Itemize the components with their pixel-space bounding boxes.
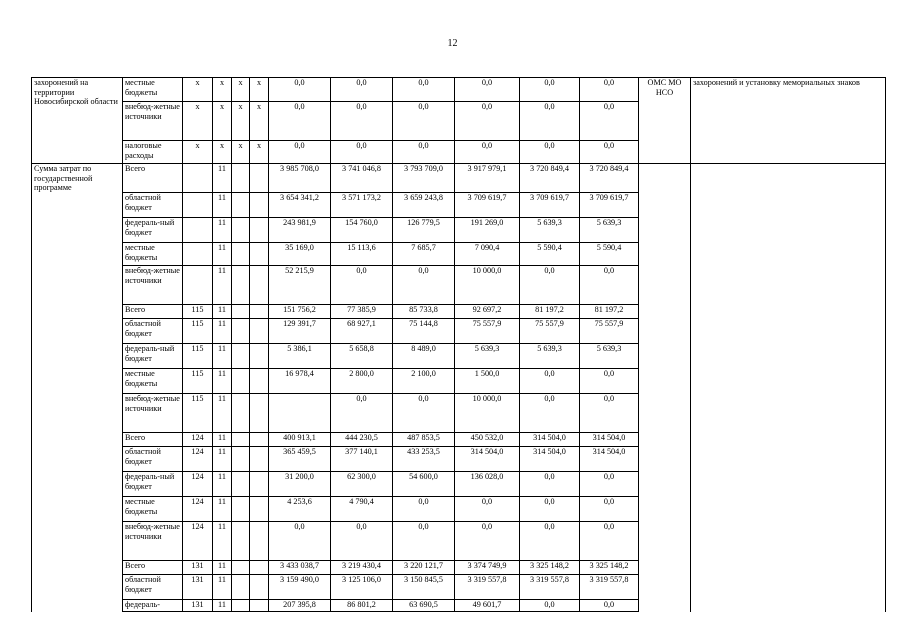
- page-number: 12: [447, 38, 458, 49]
- amount-cell: 0,0: [393, 78, 455, 102]
- amount-cell: 63 690,5: [393, 600, 455, 612]
- code-cell: [232, 344, 250, 369]
- amount-cell: 377 140,1: [331, 447, 393, 472]
- code-cell: [232, 394, 250, 433]
- table-row: [32, 78, 886, 102]
- amount-cell: 3 659 243,8: [393, 193, 455, 218]
- amount-cell: 0,0: [331, 394, 393, 433]
- budget-table: [31, 77, 886, 612]
- funding-source-cell: местные бюджеты: [123, 243, 183, 266]
- amount-cell: 8 489,0: [393, 344, 455, 369]
- funding-source-cell: внебюд-жетные источники: [123, 394, 183, 433]
- amount-cell: 3 720 849,4: [520, 164, 580, 193]
- code-cell: [250, 319, 269, 344]
- code-cell: [232, 447, 250, 472]
- amount-cell: 0,0: [331, 266, 393, 305]
- amount-cell: 3 741 046,8: [331, 164, 393, 193]
- code-cell: [250, 561, 269, 575]
- code-cell: [232, 164, 250, 193]
- code-cell: [250, 305, 269, 319]
- amount-cell: 0,0: [580, 394, 639, 433]
- amount-cell: 75 557,9: [580, 319, 639, 344]
- funding-source-cell: федераль-ный бюджет: [123, 218, 183, 243]
- amount-cell: 5 639,3: [520, 218, 580, 243]
- code-cell: 11: [213, 266, 232, 305]
- code-cell: 11: [213, 164, 232, 193]
- amount-cell: 154 760,0: [331, 218, 393, 243]
- executor-cell: ОМС МО НСО: [639, 78, 691, 164]
- amount-cell: 85 733,8: [393, 305, 455, 319]
- code-cell: [250, 575, 269, 600]
- amount-cell: 5 658,8: [331, 344, 393, 369]
- amount-cell: 3 319 557,8: [580, 575, 639, 600]
- amount-cell: 3 159 490,0: [269, 575, 331, 600]
- code-cell: [250, 433, 269, 447]
- amount-cell: 0,0: [520, 522, 580, 561]
- code-cell: [232, 497, 250, 522]
- amount-cell: 0,0: [455, 78, 520, 102]
- amount-cell: 3 220 121,7: [393, 561, 455, 575]
- amount-cell: 0,0: [455, 141, 520, 164]
- amount-cell: 0,0: [520, 394, 580, 433]
- code-cell: х: [183, 78, 213, 102]
- amount-cell: 0,0: [331, 141, 393, 164]
- row-group-label: Сумма затрат по государственной программе: [32, 164, 123, 612]
- amount-cell: 243 981,9: [269, 218, 331, 243]
- code-cell: [250, 497, 269, 522]
- amount-cell: 0,0: [331, 102, 393, 141]
- table-row: [32, 164, 886, 193]
- code-cell: [250, 369, 269, 394]
- code-cell: [183, 266, 213, 305]
- code-cell: [232, 243, 250, 266]
- code-cell: [250, 447, 269, 472]
- amount-cell: 62 300,0: [331, 472, 393, 497]
- code-cell: [250, 600, 269, 612]
- amount-cell: 0,0: [580, 102, 639, 141]
- amount-cell: 3 654 341,2: [269, 193, 331, 218]
- code-cell: 11: [213, 305, 232, 319]
- amount-cell: 5 590,4: [520, 243, 580, 266]
- code-cell: 124: [183, 433, 213, 447]
- code-cell: х: [213, 78, 232, 102]
- amount-cell: 86 801,2: [331, 600, 393, 612]
- amount-cell: 7 090,4: [455, 243, 520, 266]
- amount-cell: 10 000,0: [455, 394, 520, 433]
- code-cell: [250, 243, 269, 266]
- code-cell: 11: [213, 394, 232, 433]
- code-cell: х: [183, 102, 213, 141]
- funding-source-cell: областной бюджет: [123, 193, 183, 218]
- amount-cell: 0,0: [520, 141, 580, 164]
- code-cell: [232, 575, 250, 600]
- amount-cell: 0,0: [269, 78, 331, 102]
- funding-source-cell: Всего: [123, 164, 183, 193]
- amount-cell: 0,0: [269, 522, 331, 561]
- code-cell: 124: [183, 522, 213, 561]
- code-cell: 11: [213, 433, 232, 447]
- amount-cell: 7 685,7: [393, 243, 455, 266]
- amount-cell: 5 639,3: [580, 344, 639, 369]
- amount-cell: 3 709 619,7: [580, 193, 639, 218]
- code-cell: 11: [213, 522, 232, 561]
- amount-cell: 10 000,0: [455, 266, 520, 305]
- amount-cell: 0,0: [520, 497, 580, 522]
- code-cell: 11: [213, 243, 232, 266]
- amount-cell: 0,0: [580, 141, 639, 164]
- code-cell: [232, 561, 250, 575]
- funding-source-cell: внебюд-жетные источники: [123, 522, 183, 561]
- amount-cell: 3 319 557,8: [520, 575, 580, 600]
- code-cell: 11: [213, 193, 232, 218]
- amount-cell: 314 504,0: [580, 447, 639, 472]
- amount-cell: 3 709 619,7: [455, 193, 520, 218]
- amount-cell: 0,0: [580, 497, 639, 522]
- code-cell: 11: [213, 319, 232, 344]
- code-cell: 11: [213, 575, 232, 600]
- amount-cell: 314 504,0: [520, 447, 580, 472]
- funding-source-cell: Всего: [123, 561, 183, 575]
- amount-cell: 0,0: [520, 78, 580, 102]
- amount-cell: 400 913,1: [269, 433, 331, 447]
- amount-cell: 3 219 430,4: [331, 561, 393, 575]
- code-cell: [232, 305, 250, 319]
- code-cell: 131: [183, 561, 213, 575]
- amount-cell: 151 756,2: [269, 305, 331, 319]
- code-cell: [183, 218, 213, 243]
- amount-cell: [269, 394, 331, 433]
- amount-cell: 0,0: [393, 497, 455, 522]
- amount-cell: 433 253,5: [393, 447, 455, 472]
- amount-cell: 0,0: [331, 522, 393, 561]
- code-cell: 11: [213, 497, 232, 522]
- amount-cell: 3 374 749,9: [455, 561, 520, 575]
- amount-cell: 365 459,5: [269, 447, 331, 472]
- amount-cell: 35 169,0: [269, 243, 331, 266]
- amount-cell: 0,0: [580, 600, 639, 612]
- code-cell: [232, 369, 250, 394]
- amount-cell: 2 100,0: [393, 369, 455, 394]
- code-cell: х: [250, 78, 269, 102]
- code-cell: 115: [183, 305, 213, 319]
- funding-source-cell: федераль-ный бюджет: [123, 344, 183, 369]
- amount-cell: 0,0: [393, 394, 455, 433]
- amount-cell: 0,0: [393, 141, 455, 164]
- code-cell: 11: [213, 344, 232, 369]
- amount-cell: 0,0: [520, 266, 580, 305]
- amount-cell: 16 978,4: [269, 369, 331, 394]
- code-cell: 131: [183, 575, 213, 600]
- funding-source-cell: местные бюджеты: [123, 497, 183, 522]
- code-cell: 11: [213, 472, 232, 497]
- amount-cell: 0,0: [393, 522, 455, 561]
- amount-cell: 191 269,0: [455, 218, 520, 243]
- amount-cell: 81 197,2: [580, 305, 639, 319]
- amount-cell: 68 927,1: [331, 319, 393, 344]
- code-cell: [250, 344, 269, 369]
- funding-source-cell: федераль-: [123, 600, 183, 612]
- code-cell: х: [232, 141, 250, 164]
- amount-cell: 54 600,0: [393, 472, 455, 497]
- amount-cell: 3 150 845,5: [393, 575, 455, 600]
- code-cell: [232, 266, 250, 305]
- amount-cell: 1 500,0: [455, 369, 520, 394]
- amount-cell: 314 504,0: [455, 447, 520, 472]
- funding-source-cell: внебюд-жетные источники: [123, 102, 183, 141]
- code-cell: [232, 472, 250, 497]
- code-cell: 115: [183, 344, 213, 369]
- amount-cell: 314 504,0: [520, 433, 580, 447]
- code-cell: [232, 218, 250, 243]
- amount-cell: 0,0: [269, 141, 331, 164]
- row-group-label: захоронений на территории Новосибирской области: [32, 78, 123, 164]
- funding-source-cell: областной бюджет: [123, 447, 183, 472]
- amount-cell: 487 853,5: [393, 433, 455, 447]
- code-cell: [250, 266, 269, 305]
- funding-source-cell: местные бюджеты: [123, 78, 183, 102]
- amount-cell: 31 200,0: [269, 472, 331, 497]
- top-block: [32, 78, 886, 164]
- code-cell: [183, 164, 213, 193]
- amount-cell: 450 532,0: [455, 433, 520, 447]
- code-cell: 124: [183, 497, 213, 522]
- code-cell: 115: [183, 394, 213, 433]
- code-cell: 11: [213, 447, 232, 472]
- amount-cell: 0,0: [331, 78, 393, 102]
- code-cell: [250, 394, 269, 433]
- amount-cell: 3 793 709,0: [393, 164, 455, 193]
- amount-cell: 3 720 849,4: [580, 164, 639, 193]
- amount-cell: 3 709 619,7: [520, 193, 580, 218]
- code-cell: 131: [183, 600, 213, 612]
- amount-cell: 4 790,4: [331, 497, 393, 522]
- code-cell: [232, 193, 250, 218]
- funding-source-cell: областной бюджет: [123, 319, 183, 344]
- code-cell: х: [250, 141, 269, 164]
- code-cell: 11: [213, 561, 232, 575]
- funding-source-cell: Всего: [123, 305, 183, 319]
- code-cell: 11: [213, 600, 232, 612]
- code-cell: [232, 319, 250, 344]
- amount-cell: 3 985 708,0: [269, 164, 331, 193]
- amount-cell: 0,0: [393, 102, 455, 141]
- amount-cell: 0,0: [455, 522, 520, 561]
- funding-source-cell: Всего: [123, 433, 183, 447]
- amount-cell: 126 779,5: [393, 218, 455, 243]
- amount-cell: 0,0: [455, 497, 520, 522]
- result-cell: [691, 164, 886, 612]
- amount-cell: 314 504,0: [580, 433, 639, 447]
- amount-cell: 3 325 148,2: [580, 561, 639, 575]
- amount-cell: 0,0: [269, 102, 331, 141]
- amount-cell: 0,0: [520, 600, 580, 612]
- funding-source-cell: федераль-ный бюджет: [123, 472, 183, 497]
- amount-cell: 15 113,6: [331, 243, 393, 266]
- amount-cell: 5 386,1: [269, 344, 331, 369]
- code-cell: х: [250, 102, 269, 141]
- amount-cell: 444 230,5: [331, 433, 393, 447]
- amount-cell: 0,0: [520, 102, 580, 141]
- code-cell: [250, 164, 269, 193]
- amount-cell: 129 391,7: [269, 319, 331, 344]
- amount-cell: 0,0: [455, 102, 520, 141]
- amount-cell: 0,0: [393, 266, 455, 305]
- amount-cell: 4 253,6: [269, 497, 331, 522]
- funding-source-cell: налоговые расходы: [123, 141, 183, 164]
- amount-cell: 3 917 979,1: [455, 164, 520, 193]
- amount-cell: 0,0: [520, 369, 580, 394]
- amount-cell: 136 028,0: [455, 472, 520, 497]
- code-cell: [250, 472, 269, 497]
- code-cell: 11: [213, 369, 232, 394]
- code-cell: х: [213, 102, 232, 141]
- code-cell: [183, 243, 213, 266]
- amount-cell: 0,0: [580, 472, 639, 497]
- amount-cell: 3 325 148,2: [520, 561, 580, 575]
- amount-cell: 0,0: [580, 266, 639, 305]
- funding-source-cell: местные бюджеты: [123, 369, 183, 394]
- summary-block: [32, 164, 886, 612]
- amount-cell: 0,0: [580, 78, 639, 102]
- code-cell: [250, 218, 269, 243]
- code-cell: 124: [183, 447, 213, 472]
- amount-cell: 3 571 173,2: [331, 193, 393, 218]
- amount-cell: 0,0: [580, 369, 639, 394]
- code-cell: х: [213, 141, 232, 164]
- code-cell: 115: [183, 369, 213, 394]
- code-cell: [250, 193, 269, 218]
- funding-source-cell: областной бюджет: [123, 575, 183, 600]
- code-cell: [250, 522, 269, 561]
- code-cell: х: [232, 102, 250, 141]
- amount-cell: 0,0: [520, 472, 580, 497]
- amount-cell: 75 557,9: [520, 319, 580, 344]
- amount-cell: 5 639,3: [455, 344, 520, 369]
- amount-cell: 75 557,9: [455, 319, 520, 344]
- code-cell: 11: [213, 218, 232, 243]
- code-cell: 115: [183, 319, 213, 344]
- amount-cell: 77 385,9: [331, 305, 393, 319]
- amount-cell: 3 319 557,8: [455, 575, 520, 600]
- code-cell: 124: [183, 472, 213, 497]
- amount-cell: 5 639,3: [580, 218, 639, 243]
- code-cell: х: [183, 141, 213, 164]
- amount-cell: 3 125 106,0: [331, 575, 393, 600]
- code-cell: [232, 522, 250, 561]
- amount-cell: 81 197,2: [520, 305, 580, 319]
- code-cell: [183, 193, 213, 218]
- funding-source-cell: внебюд-жетные источники: [123, 266, 183, 305]
- result-cell: захоронений и установку мемориальных знаков: [691, 78, 886, 164]
- code-cell: [232, 433, 250, 447]
- code-cell: [232, 600, 250, 612]
- amount-cell: 3 433 038,7: [269, 561, 331, 575]
- amount-cell: 52 215,9: [269, 266, 331, 305]
- amount-cell: 207 395,8: [269, 600, 331, 612]
- amount-cell: 49 601,7: [455, 600, 520, 612]
- executor-cell: [639, 164, 691, 612]
- amount-cell: 75 144,8: [393, 319, 455, 344]
- amount-cell: 92 697,2: [455, 305, 520, 319]
- code-cell: х: [232, 78, 250, 102]
- amount-cell: 5 639,3: [520, 344, 580, 369]
- amount-cell: 0,0: [580, 522, 639, 561]
- amount-cell: 2 800,0: [331, 369, 393, 394]
- amount-cell: 5 590,4: [580, 243, 639, 266]
